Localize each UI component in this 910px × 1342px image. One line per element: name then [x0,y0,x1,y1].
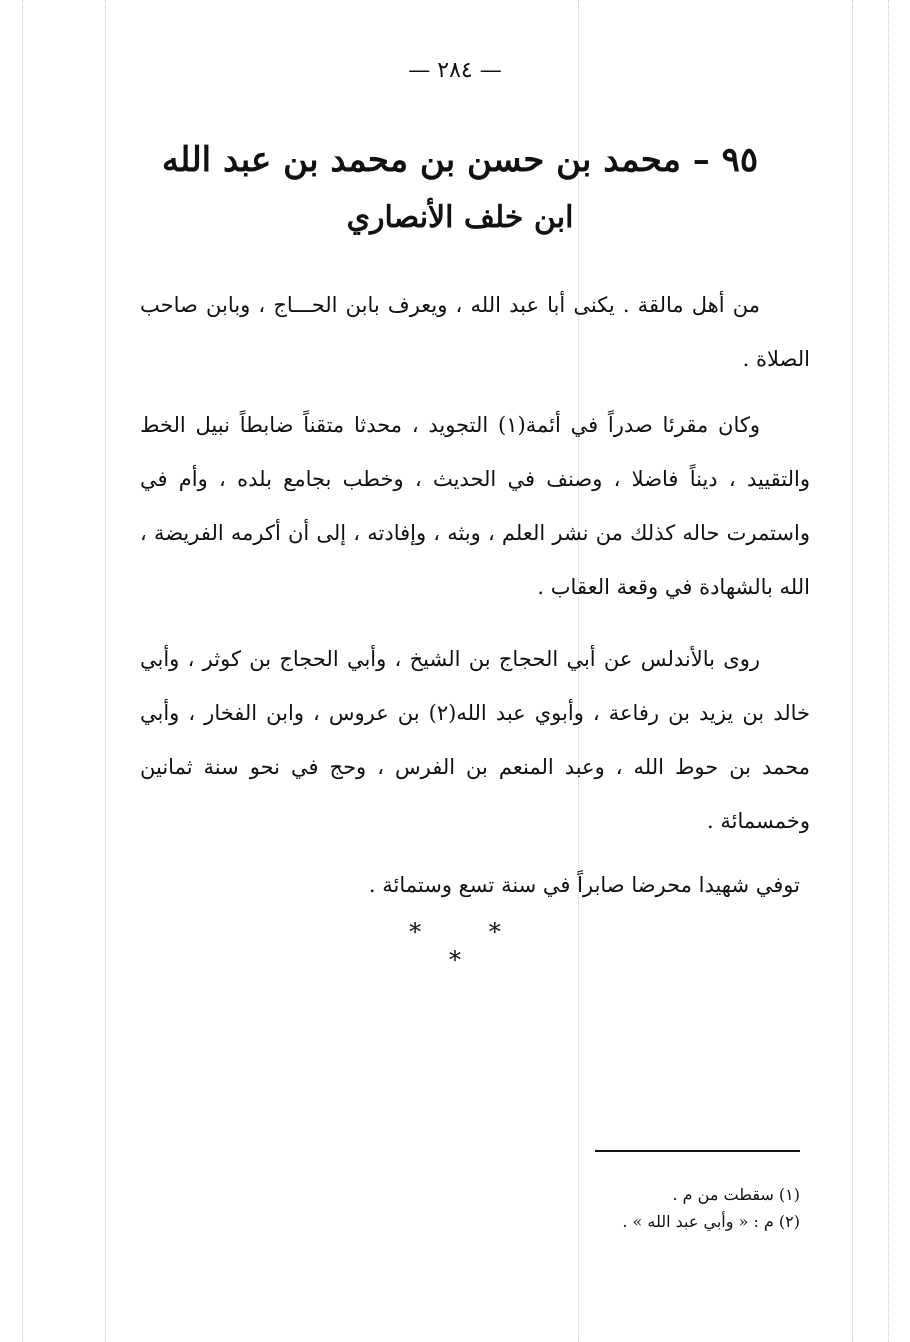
entry-subtitle: ابن خلف الأنصاري [346,200,574,235]
paragraph-4: توفي شهيدا محرضا صابراً في سنة تسع وستمائة . [368,873,800,897]
entry-title: ٩٥ – محمد بن حسن بن محمد بن عبد الله [161,140,759,180]
scan-margin-dots [888,0,889,1342]
scan-margin-dots [105,0,106,1342]
section-separator: * * * [409,918,531,974]
scan-margin-dots [22,0,23,1342]
paragraph-1: من أهل مالقة . يكنى أبا عبد الله ، ويعرف بابن الحـــاج ، وبابن صاحب الصلاة . [140,293,810,371]
page-number: — ٢٨٤ — [408,58,502,83]
paragraph-3: روى بالأندلس عن أبي الحجاج بن الشيخ ، وأبي الحجاج بن كوثر ، وأبي خالد بن يزيد بن رفاعة ، وأبوي عبد الله(٢) بن عروس ، وابن الفخار ، وأبي محمد بن حوط الله ، وعبد المنعم بن الفرس ، وحج في نحو سنة ثمانين وخمسمائة . [140,647,810,833]
footnote-2: (٢) م : « وأبي عبد الله » . [622,1212,800,1231]
footnote-1: (١) سقطت من م . [672,1185,800,1204]
footnote-rule [595,1150,800,1152]
scan-margin-dots [852,0,853,1342]
paragraph-2: وكان مقرئا صدراً في أئمة(١) التجويد ، محدثا متقناً ضابطاً نبيل الخط والتقييد ، ديناً فاضلا ، وصنف في الحديث ، وخطب بجامع بلده ، وأم في واستمرت حاله كذلك من نشر العلم ، وبثه ، وإفادته ، إلى أن أكرمه الفريضة ، الله بالشهادة في وقعة العقاب . [140,413,810,599]
